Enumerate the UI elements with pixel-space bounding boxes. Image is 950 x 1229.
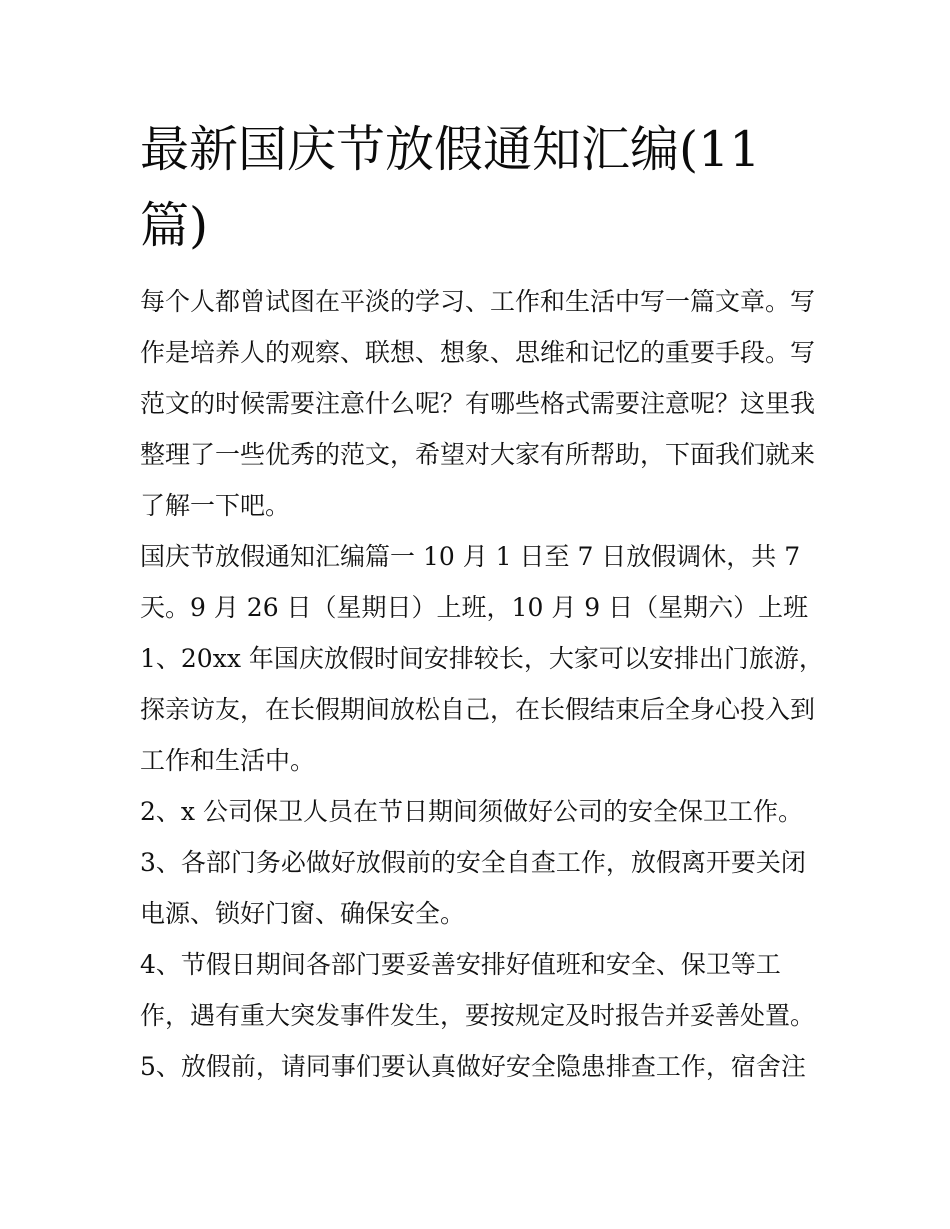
text-line: 整理了一些优秀的范文，希望对大家有所帮助，下面我们就来 [140, 440, 816, 469]
text-line: 探亲访友，在长假期间放松自己，在长假结束后全身心投入到 [140, 695, 816, 724]
text-line: 4、节假日期间各部门要妥善安排好值班和安全、保卫等工 [140, 950, 781, 979]
text-line: 作是培养人的观察、联想、想象、思维和记忆的重要手段。写 [140, 338, 816, 367]
title-line-1: 最新国庆节放假通知汇编(11 [140, 121, 761, 178]
body-text [140, 276, 824, 1092]
text-line: 天。9 月 26 日（星期日）上班，10 月 9 日（星期六）上班 [140, 593, 809, 622]
text-line: 5、放假前，请同事们要认真做好安全隐患排查工作，宿舍注 [140, 1052, 806, 1081]
page-title [140, 112, 820, 264]
text-line: 1、20xx 年国庆放假时间安排较长，大家可以安排出门旅游， [140, 644, 824, 673]
text-line: 每个人都曾试图在平淡的学习、工作和生活中写一篇文章。写 [140, 287, 816, 316]
text-line: 3、各部门务必做好放假前的安全自查工作，放假离开要关闭 [140, 848, 806, 877]
text-line: 范文的时候需要注意什么呢？有哪些格式需要注意呢？这里我 [140, 389, 816, 418]
text-line: 了解一下吧。 [140, 491, 291, 520]
text-line: 2、x 公司保卫人员在节日期间须做好公司的安全保卫工作。 [140, 797, 803, 826]
text-line: 工作和生活中。 [140, 746, 316, 775]
title-line-2: 篇) [140, 197, 209, 254]
text-line: 作，遇有重大突发事件发生，要按规定及时报告并妥善处置。 [140, 1001, 816, 1030]
text-line: 电源、锁好门窗、确保安全。 [140, 899, 466, 928]
text-line: 国庆节放假通知汇编篇一 10 月 1 日至 7 日放假调休，共 7 [140, 542, 801, 571]
